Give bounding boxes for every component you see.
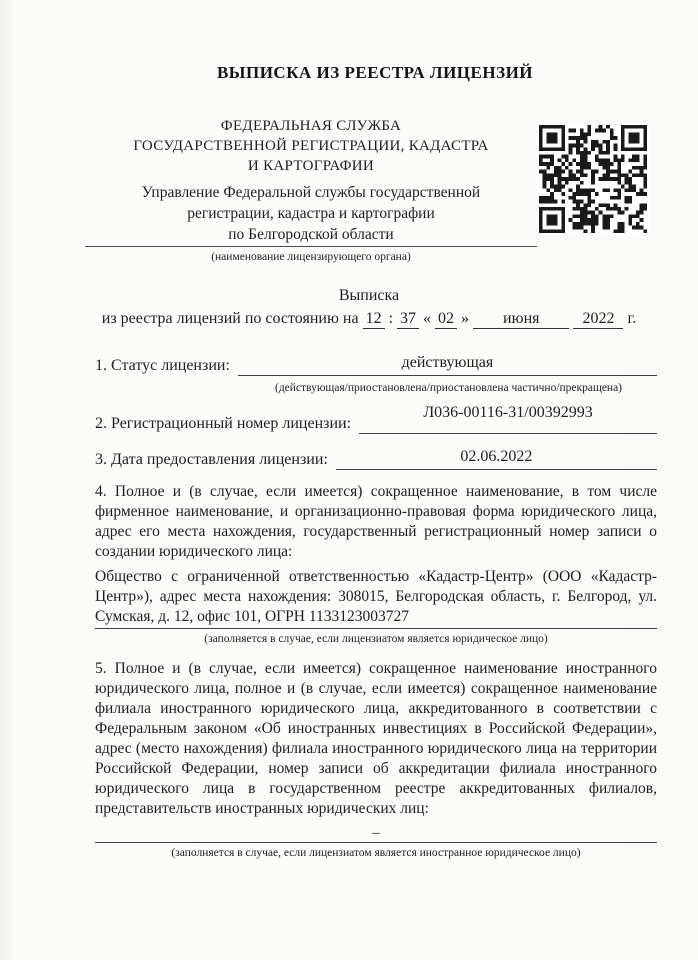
authority-name-line: И КАРТОГРАФИИ — [247, 158, 375, 174]
extract-date-line — [40, 307, 698, 330]
document-title: ВЫПИСКА ИЗ РЕЕСТРА ЛИЦЕНЗИЙ — [216, 63, 534, 82]
extract-time-colon: : — [388, 310, 394, 327]
registration-number-label: 2. Регистрационный номер лицензии: — [95, 415, 352, 432]
authority-department-line: регистрации, кадастра и картографии — [187, 205, 435, 222]
extract-prefix: из реестра лицензий по состоянию на — [101, 310, 359, 327]
section-legal-entity-value: Общество с ограниченной ответственностью «Кадастр-Центр» (ООО «Кадастр-Центр»), адрес места нахождения: 308015, Белгородская область, г. Белгород, ул. Сумская, д. 12, офис 101, ОГРН 1133123003727 — [95, 567, 657, 629]
extract-day-quote-open: « — [423, 310, 432, 327]
authority-department-line: по Белгородской области — [228, 226, 394, 243]
authority-department-line: Управление Федеральной службы государственной — [141, 184, 481, 201]
section-foreign-entity-text: 5. Полное и (в случае, если имеется) сокращенное наименование иностранного юридического лица, полное и (в случае, если имеется) сокращенное наименование филиала иностранного юридического лица, аккредитованного в соответствии с Федеральным законом «Об иностранных инвестициях в Российской Федерации», адрес (место нахождения) филиала иностранного юридического лица на территории Российской Федерации, номер записи об аккредитации филиала иностранного юридического лица в государственном реестре аккредитованных филиалов, представительств иностранных юридических лиц: — [95, 660, 657, 817]
section-foreign-entity-caption: (заполняется в случае, если лицензиатом является иностранное юридическое лицо) — [171, 847, 581, 859]
authority-caption: (наименование лицензирующего органа) — [211, 251, 411, 263]
section-foreign-entity — [95, 659, 657, 860]
license-status-value-field: действующая — [238, 352, 657, 376]
extract-month-field: июня — [473, 309, 569, 329]
extract-minute-field: 37 — [397, 309, 419, 329]
section-legal-entity-caption: (заполняется в случае, если лицензиатом является юридическое лицо) — [204, 633, 548, 645]
document-sections — [95, 482, 657, 860]
section-legal-entity-text: 4. Полное и (в случае, если имеется) сокращенное наименование, в том числе фирменное наименование, и организационно-правовая форма юридического лица, адрес его места нахождения, государственный регистрационный номер записи о создании юридического лица: — [95, 483, 657, 560]
extract-heading: Выписка — [338, 287, 400, 304]
extract-day-quote-close: » — [461, 310, 470, 327]
license-status-row — [95, 352, 657, 376]
qr-code — [537, 123, 649, 235]
extract-statement — [40, 284, 698, 330]
registration-number-row — [95, 402, 657, 434]
grant-date-label: 3. Дата предоставления лицензии: — [95, 451, 328, 468]
grant-date-value-field: 02.06.2022 — [336, 446, 657, 470]
section-foreign-entity-empty-value: – — [95, 825, 657, 843]
extract-hour-field: 12 — [363, 309, 385, 329]
authority-department-block — [85, 182, 537, 245]
issuing-authority-block — [85, 116, 537, 264]
extract-year-field: 2022 — [573, 309, 623, 329]
license-status-caption: (действующая/приостановлена/приостановлена частично/прекращена) — [274, 382, 623, 394]
authority-underline-rule — [85, 246, 537, 247]
license-status-label: 1. Статус лицензии: — [95, 357, 230, 374]
extract-day-field: 02 — [435, 309, 457, 329]
authority-name-line: ФЕДЕРАЛЬНАЯ СЛУЖБА — [220, 118, 402, 134]
grant-date-row — [95, 446, 657, 470]
section-legal-entity — [95, 482, 657, 646]
extract-year-suffix: г. — [627, 310, 637, 327]
authority-name-line: ГОСУДАРСТВЕННОЙ РЕГИСТРАЦИИ, КАДАСТРА — [133, 138, 489, 154]
registration-number-value-field: Л036-00116-31/00392993 — [359, 402, 657, 434]
